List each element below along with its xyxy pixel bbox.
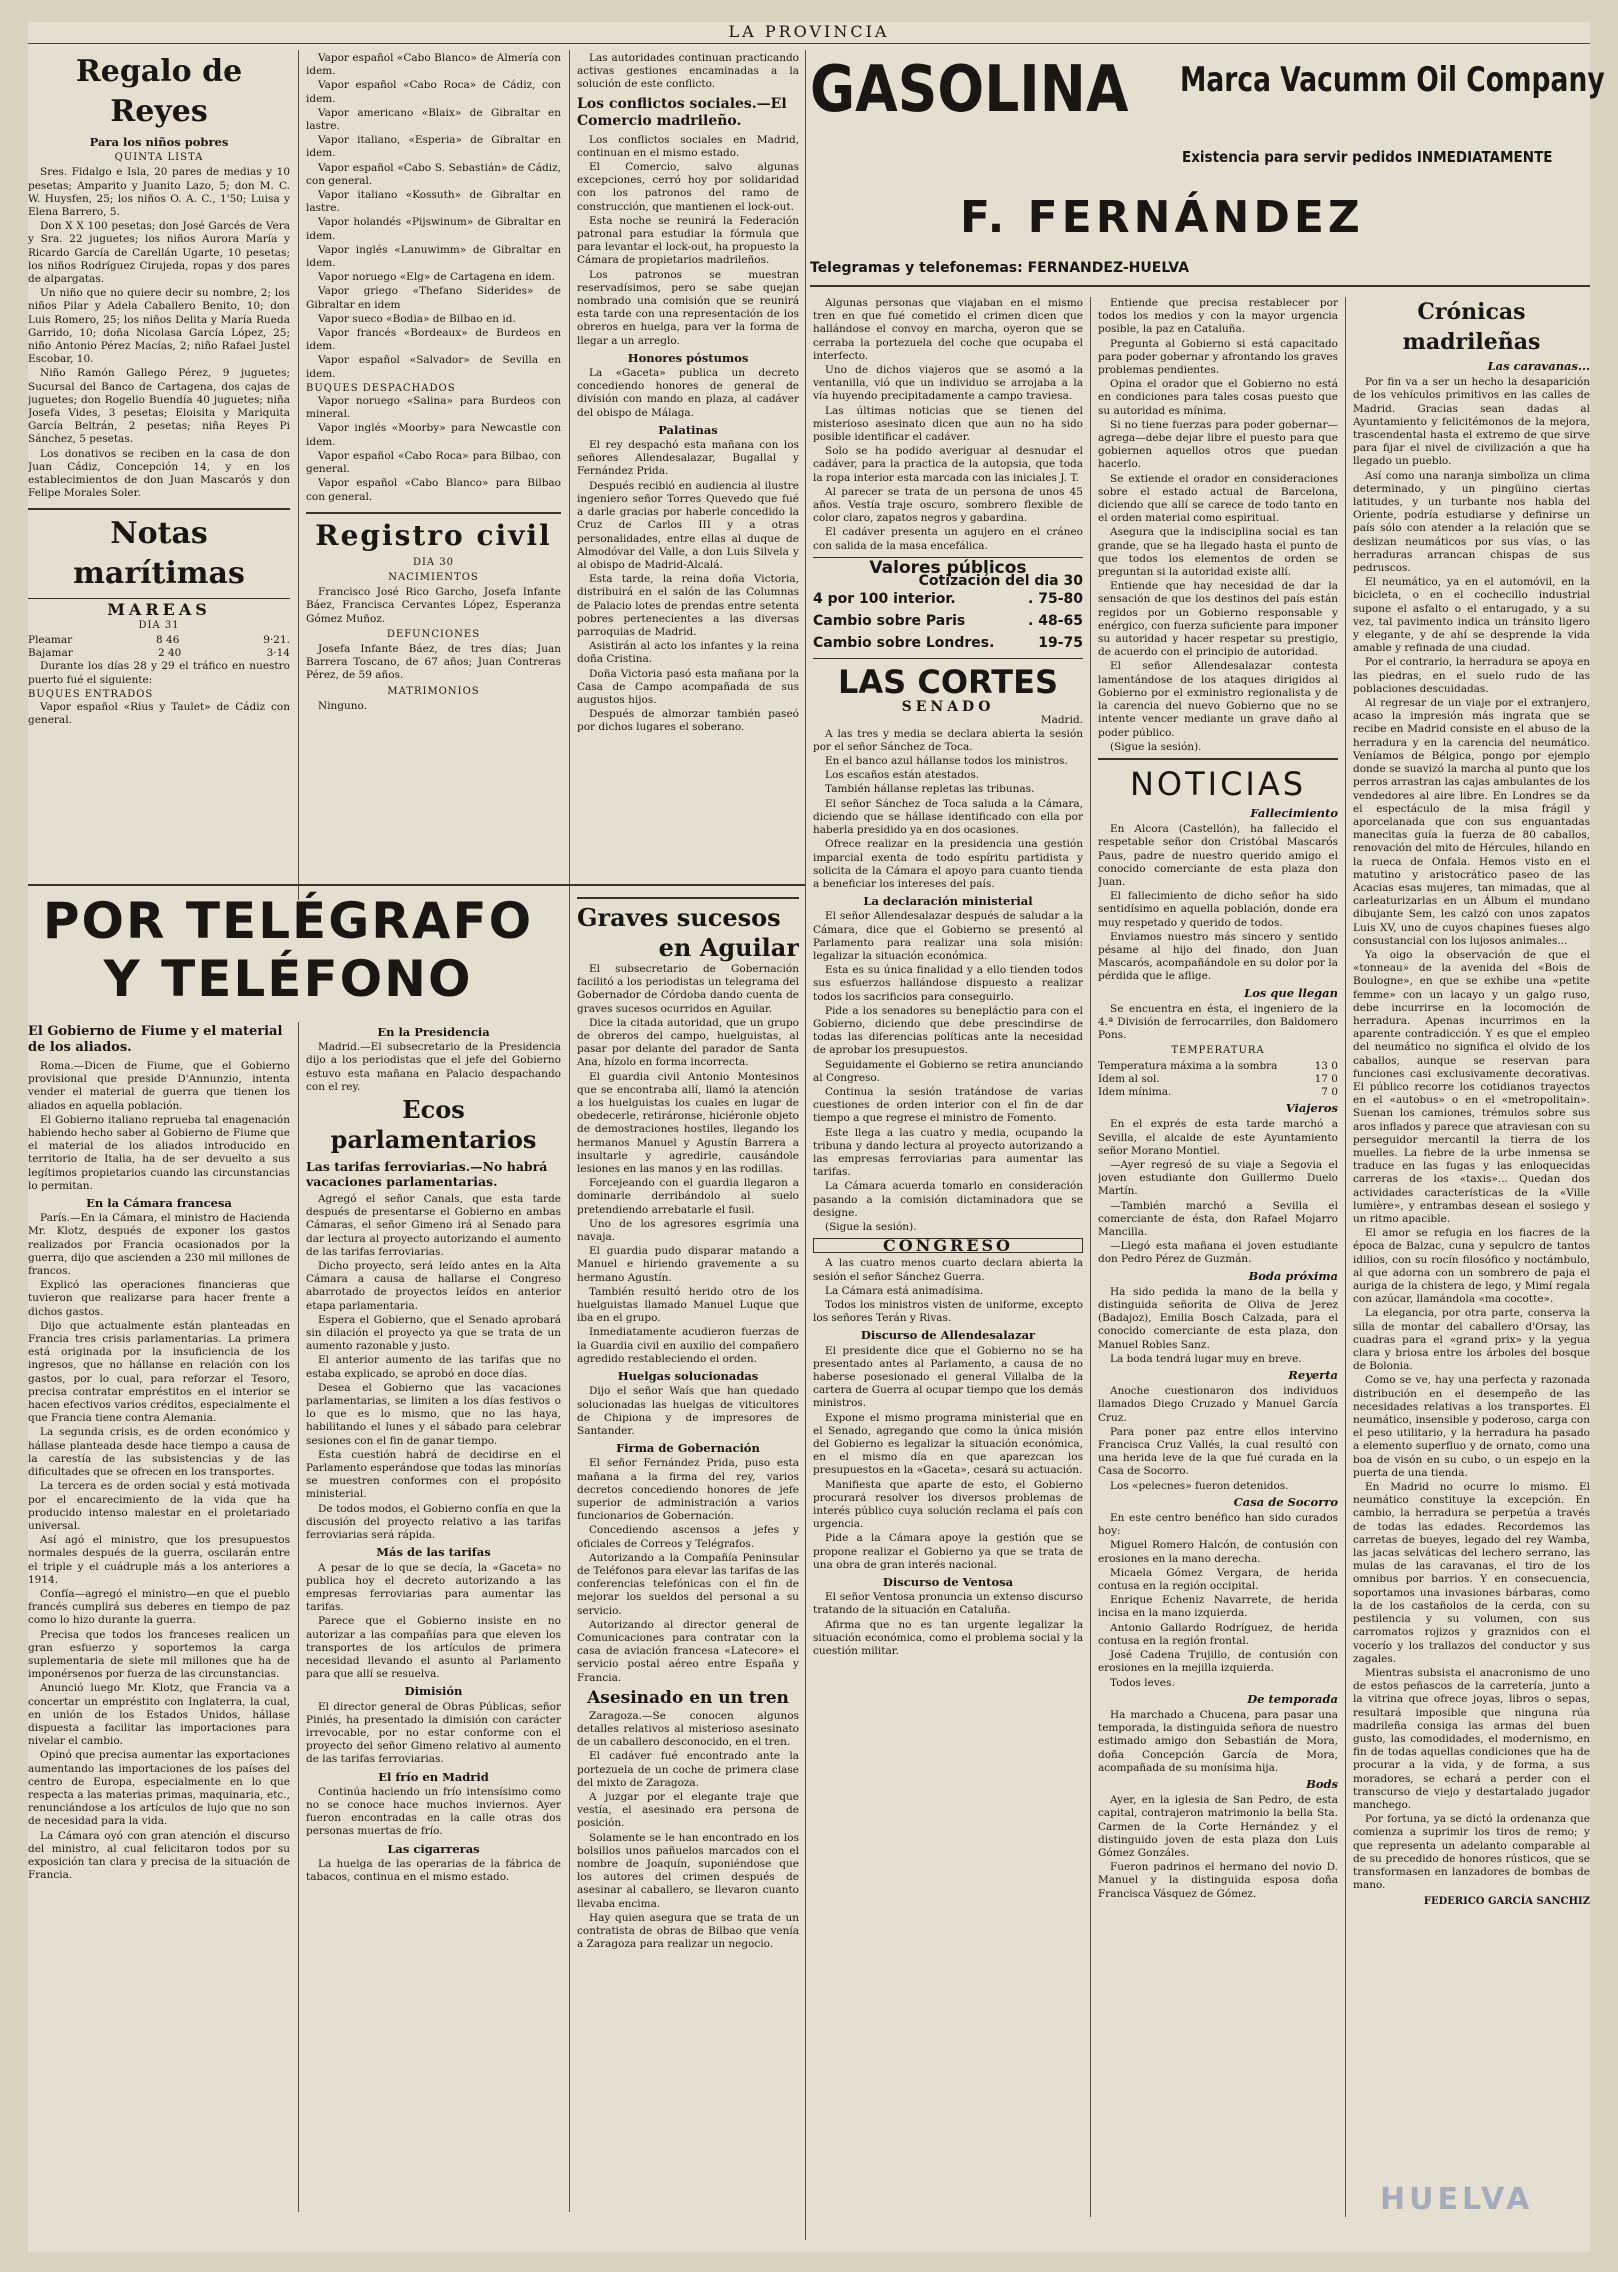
paragraph: Por fortuna, ya se dictó la ordenanza que comienza a suprimir los tiros de remo; y que representa un adelanto comparable al de su precedido de honores rústicos, que se transformasen en lanzadores de bombas de mano. (1353, 1813, 1590, 1892)
paragraph: Esta noche se reunirá la Federación patronal para estudiar la fórmula que para levantar el lock-out, ha propuesto la Cámara de propietarios madrileños. (577, 214, 799, 267)
paragraph: Un niño que no quiere decir su nombre, 2; los niños Pilar y Adela Caballero Benito, 10; don Luis Romero, 25; los niños Delita y María Rueda Garrido, 10; doña Nicolasa García López, 25; niño Antonio Pérez Macías, 2; niño Rafael Justel Escobar, 10. (28, 287, 290, 366)
cronicas-title: Crónicas madrileñas (1402, 299, 1541, 355)
ad-company-name: F. FERNÁNDEZ (960, 192, 1364, 243)
paragraph: (Sigue la sesión). (1110, 740, 1202, 753)
paragraph: Vapor español «Cabo Roca» para Bilbao, con general. (306, 449, 561, 476)
congreso-title: CONGRESO (813, 1238, 1083, 1253)
paragraph: Pregunta al Gobierno si está capacitado para poder gobernar y afrontando los graves problemas pendientes. (1098, 337, 1338, 377)
paragraph: La tercera es de orden social y está motivada por el encarecimiento de la vida que ha producido intenso malestar en el proletariado universal. (28, 1480, 290, 1532)
cortes-title: LAS CORTES (838, 663, 1058, 702)
paragraph: —Ayer regresó de su viaje a Segovia el joven estudiante don Guillermo Duelo Martín. (1098, 1158, 1338, 1198)
paragraph: La elegancia, por otra parte, conserva la silla de montar del caballero d'Orsay, las cuadras para el «grand prix» y la yegua clara y briosa entre los árboles del bosque de Bolonia. (1353, 1307, 1590, 1373)
paragraph: Dijo que actualmente están planteadas en Francia tres crisis parlamentarias. La primera está originada por la insuficiencia de los ingresos, que no hállanse en relación con los gastos, por lo cual, para reforzar el Tesoro, precisa contratar empréstitos en el interior se hacen efectivos varios créditos, especialmente el que Francia tiene contra Alemania. (28, 1319, 290, 1425)
paragraph: Enrique Echeniz Navarrete, de herida incisa en la mano izquierda. (1098, 1594, 1338, 1620)
paragraph: Dijo el señor Waís que han quedado solucionadas las huelgas de viticultores de Chipiona y de impresores de Santander. (577, 1385, 799, 1437)
cotizacion-label: Cotización del dia 30 (918, 573, 1083, 590)
declaracion-title: La declaración ministerial (863, 894, 1033, 909)
reyerta-title: Reyerta (1288, 1368, 1338, 1383)
paragraph: —También marchó a Sevilla el comerciante de ésta, don Rafael Mojarro Mancilla. (1098, 1199, 1338, 1238)
paragraph: Doña Victoria pasó esta mañana por la Casa de Campo acompañada de sus augustos hijos. (577, 667, 799, 706)
paragraph: Así como una naranja simboliza un clima determinado, y un pingüino ciertas latitudes, y un turbante nos habla del Oriente, podría estudiarse y definirse un país sólo con atender a la relación que se deslizan neumáticos por sus vías, o las herraduras arrancan chispas de sus pedruscos. (1353, 469, 1590, 575)
paragraph: Explicó las operaciones financieras que tuvieron que realizarse para hacer frente a dichos gastos. (28, 1279, 290, 1318)
paragraph: Si no tiene fuerzas para poder gobernar—agrega—debe dejar libre el puesto para que gobiernen aquellos otros que puedan hacerlo. (1098, 418, 1338, 471)
graves-title-1: Graves sucesos (577, 903, 781, 932)
valores-row: Cambio sobre Londres. 19-75 (813, 635, 1083, 652)
camara-title: En la Cámara francesa (86, 1196, 232, 1211)
boda-title: Boda próxima (1248, 1268, 1338, 1283)
valores-row: Cambio sobre Paris . 48-65 (813, 613, 1083, 630)
temperature-row: Idem al sol. 17 0 (1098, 1072, 1338, 1085)
huelgas-title: Huelgas solucionadas (617, 1369, 759, 1384)
tarifas-title: Las tarifas ferroviarias.—No habrá vacaciones parlamentarias. (306, 1159, 548, 1190)
paragraph: Ya oigo la observación de que el «tonneau» de la avenida del «Bois de Boulogne», en que se exhibe una «petite femme» con un lacayo y un galgo ruso, debe incurrirse en la locomoción de herradura. Apenas incurrimos en la aparente contradicción. Y es que el empleo del neumático no significa el olvido de los caballos, aunque se reservan para funciones casi exclusivamente decorativas. El público recorre los cotidianos trayectos en el «autobus» o en el «metropolitain». Suenan los camiones, trémulos sobre sus aros inflados y parece que atraviesan con su perseguidor mercantil la tierra de los muelles. La fiebre de la urbe inmensa se traduce en las fugas y las enloquecidas carreras de los «taxis»... Quedan dos actividades características de la «Ville lumière», y entrambas desean el sosiego y un ritmo apacible. (1353, 948, 1590, 1225)
paragraph: Se encuentra en ésta, el ingeniero de la 4.ª División de ferrocarriles, don Baldomero Pons. (1098, 1002, 1338, 1042)
paragraph: Para poner paz entre ellos intervino Francisca Cruz Vallés, la cual resultó con una herida leve de la que fué curada en la Casa de Socorro. (1098, 1425, 1338, 1478)
paragraph: Los conflictos sociales en Madrid, continuan en el mismo estado. (577, 133, 799, 159)
fallecimiento-title: Fallecimiento (1250, 805, 1338, 820)
mareas-row: Bajamar 2 40 3·14 (28, 647, 290, 660)
paragraph: Anoche cuestionaron dos individuos llamados Diego Cruzado y Manuel García Cruz. (1098, 1385, 1338, 1424)
column-cronicas (1353, 297, 1590, 2222)
paragraph: Vapor español «Cabo Blanco» para Bilbao con general. (306, 477, 561, 503)
paragraph: Opinó que precisa aumentar las exportaciones aumentando las importaciones de los países del centro de Europa, especialmente en lo que respecta a las materias primas, maquinaria, etc., renunciándose a los artículos de lujo que no son de necesidad para la vida. (28, 1749, 290, 1828)
paragraph: El cadáver presenta un agujero en el cráneo con salida de la masa encefálica. (813, 526, 1083, 552)
presidencia-title: En la Presidencia (377, 1025, 490, 1039)
regalo-title: Regalo de Reyes (75, 54, 243, 129)
paragraph: Continúa haciendo un frío intensísimo como no se conoce hace muchos inviernos. Ayer fueron encontradas en la calle otras dos personas muertas de frío. (306, 1785, 561, 1838)
senado-label: SENADO (901, 699, 995, 716)
fiume-title: El Gobierno de Fiume y el material de los aliados. (28, 1024, 283, 1055)
paragraph: El Gobierno italiano reprueba tal enagenación habiendo hecho saber al Gobierno de Fiume que el material de los aliados introducido en territorio de Italia, ha de ser devuelto a sus legítimos propietarios cuando las circunstancias lo permitan. (28, 1113, 290, 1192)
paragraph: (Sigue la sesión). (825, 1220, 917, 1233)
paragraph: El señor Sánchez de Toca saluda a la Cámara, diciendo que se hállase identificado con ella por haberla presidido ya en dos ocasiones. (813, 797, 1083, 837)
despachados-label: BUQUES DESPACHADOS (306, 382, 456, 394)
paragraph: Esta es su única finalidad y a ello tienden todos sus esfuerzos hallándose dispuesto a realizar todos los sacrificios para conseguirlo. (813, 964, 1083, 1003)
paragraph: Vapor español «Cabo Blanco» de Almería con idem. (306, 52, 561, 78)
gasolina-advert (810, 52, 1605, 287)
paragraph: Algunas personas que viajaban en el mismo tren en que fué cometido el crimen dicen que hallándose el convoy en marcha, oyeron que se cerraba la portezuela del coche que ocupaba el interfecto. (813, 297, 1083, 362)
paragraph: Los «pelecnes» fueron detenidos. (1110, 1479, 1289, 1492)
paragraph: El Comercio, salvo algunas excepciones, cerró hoy por solidaridad con los patronos del ramo de construcción, que mantienen el lock-out. (577, 161, 799, 213)
paragraph: A las cuatro menos cuarto declara abierta la sesión el señor Sánchez Guerra. (813, 1257, 1083, 1283)
paragraph: Se extiende el orador en consideraciones sobre el estado actual de Barcelona, diciendo que allí se carece de todo tanto en el orden material como espiritual. (1098, 472, 1338, 525)
paragraph: Anunció luego Mr. Klotz, que Francia va a concertar un empréstito con Inglaterra, la cual, en unión de los Estados Unidos, hállase dispuesta a facilitar las importaciones para nivelar el cambio. (28, 1682, 290, 1748)
paragraph: Vapor noruego «Salina» para Burdeos con mineral. (306, 395, 561, 421)
paragraph: También hállanse repletas las tribunas. (825, 783, 1035, 796)
column-buques (306, 52, 561, 892)
mareas-row: Pleamar 8 46 9·21. (28, 633, 290, 646)
paragraph: Los escaños están atestados. (825, 769, 980, 782)
paragraph: Vapor italiano, «Esperia» de Gibraltar en idem. (306, 134, 561, 160)
paragraph: Niño Ramón Gallego Pérez, 9 juguetes; Sucursal del Banco de Cartagena, dos cajas de juguetes; don Rogelio Buendía 40 juguetes; niña Josefa Vides, 3 pesetas; Eloisita y Mariquita García Beltrán, 2 pesetas; niña Reyes Pi Sánchez, 5 pesetas. (28, 367, 290, 446)
discurso-title: Discurso de Allendesalazar (860, 1328, 1036, 1343)
paragraph: Confía—agregó el ministro—en que el pueblo francés cumplirá sus deberes en tiempo de paz como lo hizo durante la guerra. (28, 1587, 290, 1627)
llegan-title: Los que llegan (1244, 985, 1338, 1000)
paragraph: La Cámara está animadísima. (825, 1284, 984, 1297)
paragraph: Vapor español «Rius y Taulet» de Cádiz con general. (28, 700, 290, 727)
paragraph: Todos los ministros visten de uniforme, excepto los señores Terán y Rivas. (813, 1299, 1083, 1325)
paragraph: Pide a la Cámara apoye la gestión que se propone realizar el Gobierno ya que se trata de una obra de gran interés nacional. (813, 1532, 1083, 1571)
paragraph: El director general de Obras Públicas, señor Piniés, ha presentado la dimisión con carácter irrevocable, por no estar conforme con el proyecto del señor Gimeno relativo al aumento de las tarifas ferroviarias. (306, 1700, 561, 1766)
paragraph: Hay quien asegura que se trata de un contratista de obras de Bilbao que venía a Zaragoza para realizar un negocio. (577, 1911, 799, 1951)
paragraph: En Alcora (Castellón), ha fallecido el respetable señor don Cristóbal Mascarós Paus, padre de nuestro querido amigo el conocido comerciante de esta plaza don Juan. (1098, 823, 1338, 888)
paragraph: Francisco José Rico Garcho, Josefa Infante Báez, Francisca Cervantes López, Esperanza Gómez Muñoz. (306, 586, 561, 625)
paragraph: Expone el mismo programa ministerial que en el Senado, agregando que como la única misión del Gobierno es legalizar la situación económica, en el mismo día en que aparezcan los presupuestos en la «Gaceta», cesará su actuación. (813, 1411, 1083, 1477)
paragraph: El anterior aumento de las tarifas que no estaba explicado, se aprobó en doce días. (306, 1354, 561, 1380)
paragraph: Dicho proyecto, será leído antes en la Alta Cámara a causa de hallarse el Congreso abarrotado de proyectos leídos en anterior etapa parlamentaria. (306, 1260, 561, 1312)
paragraph: El señor Allendesalazar contesta lamentándose de los ataques dirigidos al Gobierno por el exministro regionalista y de la carencia del nuevo Gobierno que no se intente vencer mediante un grave daño al poder público. (1098, 660, 1338, 739)
paragraph: Esta cuestión habrá de decidirse en el Parlamento esperándose que todas las minorías se muestren conformes con el propósito ministerial. (306, 1448, 561, 1501)
paragraph: Roma.—Dicen de Fiume, que el Gobierno provisional que preside D'Annunzio, intenta vender el material de guerra que tienen los aliados en aquella población. (28, 1060, 290, 1112)
paragraph: Vapor español «Cabo S. Sebastián» de Cádiz, con general. (306, 161, 561, 187)
paragraph: Vapor inglés «Moorby» para Newcastle con idem. (306, 422, 561, 448)
paragraph: El subsecretario de Gobernación facilitó a los periodistas un telegrama del Gobernador de Córdoba dando cuenta de graves sucesos ocurridos en Aguilar. (577, 963, 799, 1015)
paragraph: Por fin va a ser un hecho la desaparición de los vehículos primitivos en las calles de Madrid. Gracias sean dadas al Ayuntamiento y felicitémonos de la mejora, trascendental hasta el extremo de que sirve para fijar el nivel de civilización a que ha llegado un pueblo. (1353, 376, 1590, 468)
viajeros-title: Viajeros (1285, 1101, 1338, 1116)
paragraph: El presidente dice que el Gobierno no se ha presentado antes al Parlamento, a causa de no haberse posesionado el general Villalba de la cartera de Guerra al ocupar tiempo que los demás ministros. (813, 1344, 1083, 1410)
honores-title: Honores póstumos (627, 350, 749, 365)
temperatura-title: TEMPERATURA (1171, 1045, 1265, 1057)
paragraph: Ha sido pedida la mano de la bella y distinguida señorita de Oliva de Jerez (Badajoz), Emilia Bosch Calzada, para el conocido comerciante de esta plaza, don Manuel Robles Sanz. (1098, 1285, 1338, 1351)
paragraph: A juzgar por el elegante traje que vestía, el asesinado era persona de posición. (577, 1790, 799, 1830)
paragraph: Zaragoza.—Se conocen algunos detalles relativos al misterioso asesinato de un caballero desconocido, en el tren. (577, 1709, 799, 1749)
paragraph: José Cadena Trujillo, de contusión con erosiones en la mejilla izquierda. (1098, 1649, 1338, 1675)
paragraph: Las autoridades continuan practicando activas gestiones encaminadas a la solución de este conflicto. (577, 52, 799, 91)
ad-product: GASOLINA (810, 53, 1129, 127)
paragraph: También resultó herido otro de los huelguistas llamado Manuel Luque que iba en el grupo. (577, 1285, 799, 1325)
paragraph: Vapor italiano «Kossuth» de Gibraltar en lastre. (306, 189, 561, 215)
paragraph: Al regresar de un viaje por el extranjero, acaso la impresión más ingrata que se recibe en Madrid consiste en el abuso de la herradura y en la carencia del neumático. Veníamos de Bélgica, pongo por ejemplo donde se suavizó la marcha al punto que los perros arrastran las cajas ambulantes de los vendedores al aire libre. En Londres se da el espectáculo de la misa frágil y aporcelanada que con sus enguantadas manecitas guía la fuerza de 80 caballos, renovación del mito de Hércules, hilando en la rueca de Onfala. Hemos visto en el matutino y aristocrático paseo de las Acacias esas mujeres, tan mimadas, que al carleaturizarlas en un Álbum el mundano dibujante Sem, les calzó con unos zapatos Luis XV, uno de cuyos chapines fueses algo consustancial con los lujosos animales... (1353, 697, 1590, 947)
paragraph: Inmediatamente acudieron fuerzas de la Guardia civil en auxilio del compañero agredido restableciendo el orden. (577, 1326, 799, 1365)
paragraph: El fallecimiento de dicho señor ha sido sentidísimo en aquella población, donde era muy respetado y querido de todos. (1098, 890, 1338, 929)
paragraph: Esta tarde, la reina doña Victoria, distribuirá en el salón de las Columnas de Palacio lotes de prendas entre setenta pobres pertenecientes a las diversas parroquias de Madrid. (577, 573, 799, 638)
paragraph: Antonio Gallardo Rodríguez, de herida contusa en la región frontal. (1098, 1621, 1338, 1647)
paragraph: Después recibió en audiencia al ilustre ingeniero señor Torres Quevedo que fué a darle gracias por haberle concedido la Cruz de Carlos III y a otras personalidades, entre ellas al duque de Almodóvar del Valle, a don Luis Silvela y al obispo de Madrid-Alcalá. (577, 479, 799, 571)
palatinas-title: Palatinas (658, 422, 718, 437)
paragraph: Entiende que hay necesidad de dar la sensación de que los destinos del país están regidos por un Gobierno responsable y enérgico, con fuerza suficiente para imponer su autoridad y hacer respetar su prestigio, de acuerdo con el principio de autoridad. (1098, 580, 1338, 659)
paragraph: Vapor sueco «Bodia» de Bilbao en id. (318, 312, 516, 325)
library-stamp: HUELVA (1380, 2182, 1534, 2217)
matrimonios-label: MATRIMONIOS (387, 685, 480, 697)
mas-tarifas-title: Más de las tarifas (376, 1545, 491, 1560)
paragraph: El señor Ventosa pronuncia un extenso discurso tratando de la situación en Cataluña. (813, 1591, 1083, 1617)
paragraph: Asegura que la indisciplina social es tan grande, que se ha llegado hasta el punto de que todos los elementos de orden se preguntan si la autoridad existe allí. (1098, 526, 1338, 579)
paragraph: Durante los días 28 y 29 el tráfico en nuestro puerto fué el siguiente: (28, 660, 290, 686)
temporada-title: De temporada (1247, 1691, 1338, 1706)
bods-title: Bods (1306, 1776, 1338, 1791)
frio-title: El frío en Madrid (378, 1769, 489, 1784)
column-fiume (28, 1022, 290, 2222)
paragraph: El neumático, ya en el automóvil, en la bicicleta, o en el cochecillo industrial supone el asfalto o el entarugado, y a su vez, tal pavimento indica un tránsito ligero y elegante, y de ahí se desprende la vida amable y refinada de una ciudad. (1353, 576, 1590, 655)
paragraph: Dice la citada autoridad, que un grupo de obreros del campo, huelguistas, al pasar por delante del parador de Santa Ana, hízolo en forma incorrecta. (577, 1016, 799, 1069)
mareas-title: MAREAS (107, 600, 211, 620)
paragraph: El señor Fernández Prida, puso esta mañana a la firma del rey, varios decretos concediendo honores de jefe superior de administración a varios funcionarios de Gobernación. (577, 1457, 799, 1523)
paragraph: Fueron padrinos el hermano del novio D. Manuel y la distinguida esposa doña Francisca Vásquez de Gómez. (1098, 1861, 1338, 1900)
newspaper-page (28, 22, 1605, 2252)
paragraph: En el exprés de esta tarde marchó a Sevilla, el alcalde de este Ayuntamiento señor Morano Montiel. (1098, 1118, 1338, 1157)
paragraph: Al parecer se trata de un persona de unos 45 años. Vestía traje oscuro, sombrero flexible de color claro, zapatos negros y gabardina. (813, 485, 1083, 525)
paragraph: Mientras subsista el anacronismo de uno de estos peñascos de la carretería, junto a la vitrina que ofrece joyas, libros o sepas, resultará imposible que ninguna rúa madrileña consiga las armas del buen gusto, las comodidades, el modernismo, en fin de todas aquellas condiciones que ha de procurar a la vida, y de forma, a sus moradores, se echará a perder con el transcurso de viejo y destartalado jugador manchego. (1353, 1666, 1590, 1811)
paragraph: Todos leves. (1110, 1676, 1175, 1689)
dateline: Madrid. (1040, 714, 1083, 727)
paragraph: El cadáver fué encontrado ante la portezuela de un coche de primera clase del mixto de Zaragoza. (577, 1750, 799, 1789)
paragraph: Enviamos nuestro más sincero y sentido pésame al hijo del finado, don Juan Mascarós, acompañándole en su dolor por la pérdida que le aflige. (1098, 930, 1338, 983)
paragraph: Vapor español «Salvador» de Sevilla en idem. (306, 354, 561, 380)
paragraph: A las tres y media se declara abierta la sesión por el señor Sánchez de Toca. (813, 727, 1083, 753)
paragraph: El rey despachó esta mañana con los señores Allendesalazar, Bugallal y Fernández Prida. (577, 439, 799, 478)
paragraph: Micaela Gómez Vergara, de herida contusa en la región occipital. (1098, 1566, 1338, 1593)
column-aguilar (577, 897, 799, 2222)
conflictos-title: Los conflictos sociales.—El Comercio madrileño. (577, 95, 787, 129)
paragraph: Precisa que todos los franceses realicen un gran esfuerzo y soportemos la carga suplementaria de siete mil millones que ha de imponérsenos por fuerza de las circunstancias. (28, 1628, 290, 1681)
paragraph: Ninguno. (318, 699, 368, 712)
paragraph: El señor Allendesalazar después de saludar a la Cámara, dice que el Gobierno se presentó al Parlamento para realizar una sola misión: legalizar la situación económica. (813, 910, 1083, 962)
paragraph: Después de almorzar también paseó por dichos lugares el soberano. (577, 708, 799, 734)
paragraph: En el banco azul hállanse todos los ministros. (825, 755, 1068, 768)
paragraph: La huelga de las operarias de la fábrica de tabacos, continua en el mismo estado. (306, 1857, 561, 1883)
nacimientos-label: NACIMIENTOS (388, 571, 479, 583)
column-noticias (1098, 297, 1338, 2222)
paragraph: La segunda crisis, es de orden económico y hállase planteada desde hace tiempo a causa de la carestía de las subsistencias y de las dificultades que se ofrecen en los transportes. (28, 1426, 290, 1479)
masthead: LA PROVINCIA (28, 22, 1590, 44)
paragraph: Don X X 100 pesetas; don José Garcés de Vera y Sra. 22 juguetes; los niños Aurora María y Ricardo García de Carellán Ugarte, 10 pesetas; los niños Rodríguez Cirujeda, ropas y dos pares de alpargatas. (28, 220, 290, 286)
paragraph: Este llega a las cuatro y media, ocupando la tribuna y dando lectura al proyecto autorizando a las empresas ferroviarias para aumentar las tarifas. (813, 1126, 1083, 1179)
socorro-title: Casa de Socorro (1233, 1494, 1338, 1509)
paragraph: En este centro benéfico han sido curados hoy: (1098, 1512, 1338, 1538)
telefono-title: Y TELÉFONO (103, 950, 473, 1008)
regalo-subtitle: Para los niños pobres (89, 135, 229, 149)
paragraph: La «Gaceta» publica un decreto concediendo honores de general de división con mando en plaza, al cadáver del obispo de Málaga. (577, 367, 799, 419)
paragraph: Agregó el señor Canals, que esta tarde después de presentarse el Gobierno en ambas Cámaras, el señor Gimeno irá al Senado para dar lectura al proyecto autorizando el aumento de las tarifas ferroviarias. (306, 1193, 561, 1258)
buques-label: BUQUES ENTRADOS (28, 688, 154, 700)
cigarreras-title: Las cigarreras (387, 1841, 480, 1856)
paragraph: Manifiesta que aparte de esto, el Gobierno procurará resolver los diversos problemas de interés público cuya solución reclama el país con urgencia. (813, 1478, 1083, 1531)
paragraph: Vapor holandés «Pijswinum» de Gibraltar en idem. (306, 216, 561, 242)
paragraph: En Madrid no ocurre lo mismo. El neumático constituye la excepción. En cambio, la herradura se perpetúa a través de todas las edades. Recordemos las carretas de bueyes, legado del rey Wamba, las jacas selváticas del lechero serrano, las mulas de las caravanas, el tiro de los omnibus por barrios. Y en consecuencia, soportamos una invasiones bárbaras, como la de los castañolos de la cerda, con su pestilencia y su volumen, con sus carromatos rojizos y graznidos con el vocerío y los trallazos del conductor y sus zagales. (1353, 1481, 1590, 1665)
paragraph: Forcejeando con el guardia llegaron a dominarle derribándolo al suelo pretendiendo arrebatarle el fusil. (577, 1177, 799, 1216)
registro-title: Registro civil (315, 518, 552, 552)
column-conflictos (577, 52, 799, 892)
paragraph: Sres. Fidalgo e Isla, 20 pares de medias y 10 pesetas; Amparito y Juanito Lazo, 5; don M. C. W. Huysfen, 25; los niños O. A. C., 1'50; Luisa y Elena Barrero, 5. (28, 166, 290, 219)
paragraph: Solamente se le han encontrado en los bolsillos unos pañuelos marcados con el nombre de Joaquín, suponiéndose que los autores del crimen después de asesinar al caballero, se llevaron cuanto llevaba encima. (577, 1831, 799, 1910)
paragraph: Vapor español «Cabo Roca» de Cádiz, con idem. (306, 79, 561, 105)
paragraph: Así agó el ministro, que los presupuestos normales después de la guerra, oscilarán entre el triple y el cuádruple más a los anteriores a 1914. (28, 1534, 290, 1586)
paragraph: Ayer, en la iglesia de San Pedro, de esta capital, contrajeron matrimonio la bella Sta. Carmen de la Corte Hernández y el distinguido joven de esta plaza don Luis Gómez Gonzáles. (1098, 1794, 1338, 1859)
ecos-title: Ecos parlamentarios (330, 1095, 537, 1155)
paragraph: Los donativos se reciben en la casa de don Juan Cádiz, Concepción 14, y en los establecimientos de don Juan Mascarós y don Felipe Morales Soler. (28, 447, 290, 500)
notas-title: Notas marítimas (73, 516, 245, 592)
paragraph: De todos modos, el Gobierno confía en que la discusión del proyecto relativo a las tarifas ferroviarias será rápida. (306, 1502, 561, 1542)
paragraph: Vapor francés «Bordeaux» de Burdeos en idem. (306, 327, 561, 353)
paragraph: Opina el orador que el Gobierno no está en condiciones para tales cosas puesto que su autoridad es mínima. (1098, 378, 1338, 417)
paragraph: Desea el Gobierno que las vacaciones parlamentarias, se limiten a los días festivos o lo que es lo mismo, que no las haya, habilitando el lunes y el sábado para celebrar sesiones con el fin de ganar tiempo. (306, 1381, 561, 1447)
graves-title-2: en Aguilar (658, 933, 799, 962)
paragraph: La Cámara oyó con gran atención el discurso del ministro, al cual felicitaron todos por su exposición tan clara y precisa de la situación de Francia. (28, 1829, 290, 1882)
paragraph: Madrid.—El subsecretario de la Presidencia dijo a los periodistas que el jefe del Gobierno estuvo esta mañana en Palacio despachando con el rey. (306, 1041, 561, 1093)
noticias-title: NOTICIAS (1129, 764, 1307, 803)
paragraph: Como se ve, hay una perfecta y razonada distribución en el desempeño de las necesidades relativas a los transportes. El neumático, insensible y poderoso, carga con el peso utilitario, y la herradura ha pasado a elemento superfluo y de ornato, como una boa de visón en su cubo, o un espejo en la puerta de una tienda. (1353, 1374, 1590, 1479)
paragraph: Vapor americano «Blaix» de Gibraltar en lastre. (306, 106, 561, 133)
caravanas-subtitle: Las caravanas... (1487, 359, 1590, 373)
ad-brand: Marca Vacumm Oil Company (1180, 60, 1605, 100)
paragraph: Seguidamente el Gobierno se retira anunciando al Congreso. (813, 1058, 1083, 1084)
registro-day: DIA 30 (412, 556, 455, 568)
paragraph: Uno de dichos viajeros que se asomó a la ventanilla, vió que un individuo se arrojaba a la vía huyendo precipitadamente a campo traviesa. (813, 364, 1083, 403)
column-cortes (813, 297, 1083, 2222)
paragraph: París.—En la Cámara, el ministro de Hacienda Mr. Klotz, después de exponer los gastos realizados por Francia ocasionados por la guerra, dijo que ascienden a 230 mil millones de francos. (28, 1212, 290, 1278)
defunciones-label: DEFUNCIONES (386, 628, 481, 640)
paragraph: Afirma que no es tan urgente legalizar la situación económica, como el problema social y la cuestión militar. (813, 1618, 1083, 1658)
paragraph: Vapor griego «Thefano Siderides» de Gibraltar en idem (306, 285, 561, 311)
paragraph: Los patronos se muestran reservadísimos, pero se sabe quejan nombrado una comisión que se reunirá esta tarde con una representación de los obreros en huelga, para ver la forma de llegar a un arreglo. (577, 268, 799, 347)
paragraph: Autorizando a la Compañía Peninsular de Teléfonos para elevar las tarifas de las conferencias telefónicas con el fin de mejorar los sueldos del personal a su servicio. (577, 1551, 799, 1617)
valores-row: 4 por 100 interior. . 75-80 (813, 591, 1083, 608)
paragraph: Las últimas noticias que se tienen del misterioso asesinato dicen que aun no ha sido posible identificar el cadáver. (813, 404, 1083, 444)
paragraph: El amor se refugia en los fiacres de la época de Balzac, cuna y sepulcro de tantos idilios, con su rocín filosófico y noctámbulo, al que adorna con un sombrero de paja el auriga de la chistera de lego, y Mimí regala con azúcar, llamándola «ma cocotte». (1353, 1227, 1590, 1306)
paragraph: El guardia civil Antonio Montesinos que se encontraba allí, llamó la atención a los huelguistas los cuales en lugar de obedecerle, retiráronse, hiciéronle objeto de demostraciones hostiles, llegando los hermanos Manuel y Agustín Barrera a insultarle y agredirle, causándole lesiones en las manos y en las rodillas. (577, 1070, 799, 1176)
ventosa-title: Discurso de Ventosa (882, 1575, 1014, 1590)
asesinado-title: Asesinado en un tren (587, 1687, 789, 1708)
temperature-row: Idem mínima. 7 0 (1098, 1085, 1338, 1098)
paragraph: La boda tendrá lugar muy en breve. (1110, 1352, 1302, 1365)
paragraph: Concediendo ascensos a jefes y oficiales de Correos y Telégrafos. (577, 1524, 799, 1550)
firma-title: Firma de Gobernación (616, 1441, 760, 1456)
paragraph: Espera el Gobierno, que el Senado aprobará sin dilación el proyecto ya que se trata de un aumento razonable y justo. (306, 1313, 561, 1353)
paragraph: Por el contrario, la herradura se apoya en las piedras, en el suelo rudo de las poblaciones descuidadas. (1353, 656, 1590, 695)
paragraph: Continua la sesión tratándose de varias cuestiones de orden interior con el fin de dar tiempo a que regrese el ministro de Fomento. (813, 1085, 1083, 1125)
paragraph: El guardia pudo disparar matando a Manuel e hiriendo gravemente a su hermano Agustín. (577, 1245, 799, 1284)
paragraph: Entiende que precisa restablecer por todos los medios y con la mayor urgencia posible, la paz en Cataluña. (1098, 297, 1338, 336)
ad-stock: Existencia para servir pedidos INMEDIATAMENTE (1182, 148, 1553, 166)
paragraph: Uno de los agresores esgrimía una navaja. (577, 1217, 799, 1244)
mareas-day: DIA 31 (138, 619, 180, 631)
paragraph: Vapor noruego «Elg» de Cartagena en idem. (318, 271, 555, 284)
valores-title: Valores públicos (869, 557, 1027, 578)
paragraph: Solo se ha podido averiguar al desnudar el cadáver, para la practica de la autopsia, que toda la ropa interior esta marcada con las iniciales J. T. (813, 445, 1083, 484)
paragraph: Ofrece realizar en la presidencia una gestión imparcial exenta de todo espíritu partidista y solicita de la Cámara el apoyo para cuanto tienda a beneficiar los intereses del país. (813, 838, 1083, 890)
paragraph: Pide a los senadores su benepláctio para con el Gobierno, diciendo que debe prescindirse de todas las diferencias políticas ante la necesidad de aprobar los presupuestos. (813, 1004, 1083, 1057)
paragraph: Josefa Infante Báez, de tres días; Juan Barrera Toscano, de 67 años; Juan Contreras Pérez, de 59 años. (306, 642, 561, 682)
dimision-title: Dimisión (404, 1684, 463, 1699)
paragraph: La Cámara acuerda tomarlo en consideración pasando a la comisión dictaminadora que se designe. (813, 1180, 1083, 1219)
list-label: QUINTA LISTA (114, 152, 204, 164)
ad-telegram: Telegramas y telefonemas: FERNANDEZ-HUELVA (810, 260, 1190, 276)
paragraph: Ha marchado a Chucena, para pasar una temporada, la distinguida señora de nuestro estimado amigo don Sebastián de Mora, doña Concepción García de Mora, acompañada de su monísima hija. (1098, 1708, 1338, 1774)
signature: FEDERICO GARCÍA SANCHIZ (1423, 1896, 1590, 1908)
paragraph: Parece que el Gobierno insiste en no autorizar a las compañías para que eleven los transportes de los artículos de primera necesidad llevando el asunto al Parlamento para que allí se resuelva. (306, 1615, 561, 1681)
temperature-row: Temperatura máxima a la sombra 13 0 (1098, 1059, 1338, 1072)
paragraph: Miguel Romero Halcón, de contusión con erosiones en la mano derecha. (1098, 1539, 1338, 1565)
telegrafo-heading (28, 892, 548, 1012)
paragraph: Autorizando al director general de Comunicaciones para contratar con la casa de aviación francesa «Latecore» el servicio postal aéreo entre España y Francia. (577, 1618, 799, 1684)
column-regalo (28, 52, 290, 892)
telegrafo-title: POR TELÉGRAFO (42, 892, 534, 950)
paragraph: Asistirán al acto los infantes y la reina doña Cristina. (577, 640, 799, 666)
paragraph: —Llegó esta mañana el joven estudiante don Pedro Pérez de Guzmán. (1098, 1240, 1338, 1266)
column-presidencia (306, 1022, 561, 2222)
paragraph: Vapor inglés «Lanuwimm» de Gibraltar en idem. (306, 243, 561, 270)
paragraph: A pesar de lo que se decía, la «Gaceta» no publica hoy el decreto autorizando a las empresas ferroviarias para aumentar las tarifas. (306, 1561, 561, 1614)
